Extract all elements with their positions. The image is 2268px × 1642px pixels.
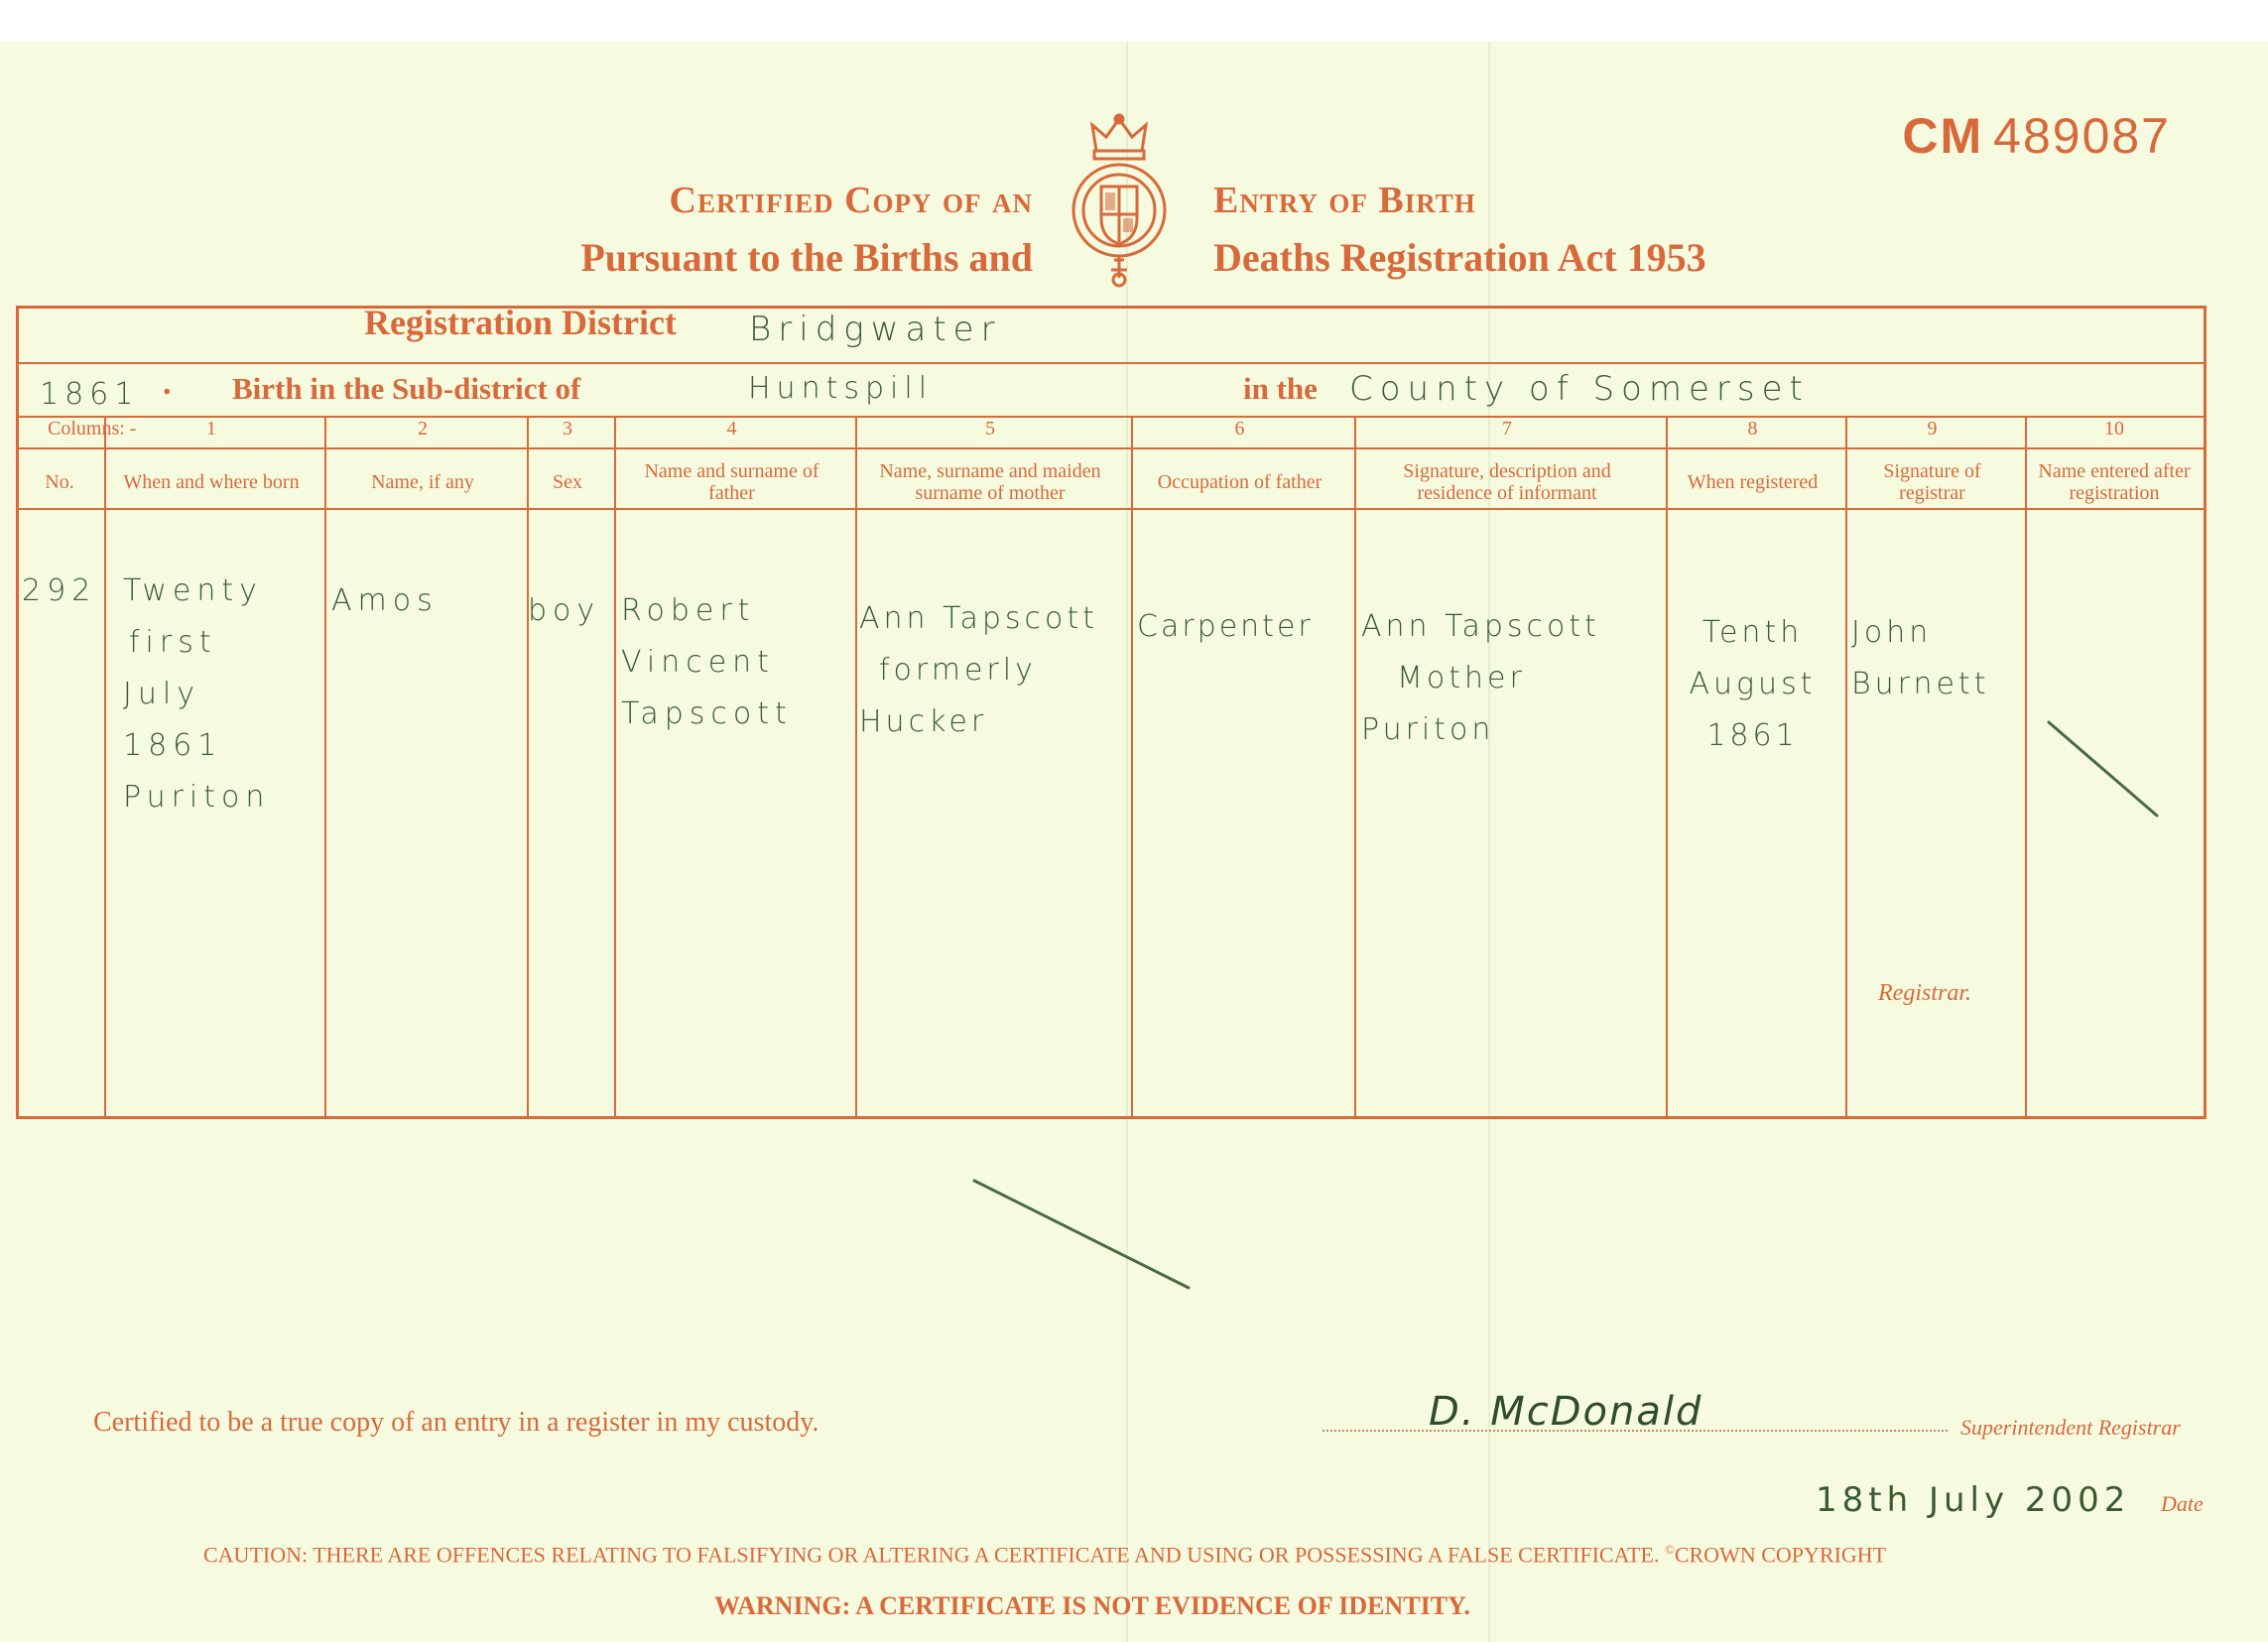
entry-registrar-line: John [1851,615,1933,650]
column-header-informant: Signature, description and residence of informant [1403,460,1611,504]
registration-district-value: Bridgwater [749,310,1002,349]
column-number: 3 [563,418,572,440]
column-divider [104,416,106,1116]
column-header-sex: Sex [553,471,582,493]
column-divider [2025,416,2027,1116]
entry-father-line: Tapscott [621,696,793,731]
column-number: 10 [2104,418,2124,440]
column-divider [855,416,857,1116]
header-entry-of-birth: Entry of Birth [1213,180,1476,221]
entry-informant-line: Ann Tapscott [1361,609,1600,644]
superintendent-signature: D. McDonald [1429,1389,1703,1435]
royal-crest-icon [1065,111,1174,288]
columns-label: Columns: - [48,418,137,440]
row-divider [19,508,2204,510]
column-number: 4 [726,418,737,440]
header-certified-copy: Certified Copy of an [669,180,1033,221]
column-number: 8 [1747,418,1758,440]
serial-prefix: CM [1902,108,1984,164]
column-header-occupation: Occupation of father [1157,471,1323,493]
column-divider [1666,416,1668,1116]
scan-top-margin [0,0,2268,42]
entry-registered-line: Tenth [1701,615,1804,650]
column-header-no: No. [45,471,74,493]
entry-father-line: Robert [621,593,756,628]
column-number: 7 [1502,418,1512,440]
column-number: 2 [418,418,428,440]
column-header-name-after: Name entered after registration [2038,460,2191,504]
entry-registrar-line: Burnett [1851,667,1990,701]
entry-number: 292 [22,573,97,608]
entry-when-where-line: 1861 [123,728,223,763]
serial-number: 489087 [1993,108,2171,164]
caution-notice [203,1542,1886,1568]
column-header-when-registered: When registered [1687,471,1819,493]
column-divider [614,416,616,1116]
in-the-label: in the [1243,371,1318,406]
copyright-symbol: © [1664,1542,1675,1557]
entry-registrar [1851,607,1989,710]
identity-warning: WARNING: A CERTIFICATE IS NOT EVIDENCE OF IDENTITY. [714,1591,1470,1620]
subdistrict-label: Birth in the Sub-district of [232,371,581,406]
date-label: Date [2161,1491,2204,1516]
entry-name: Amos [331,583,439,618]
county-value: County of Somerset [1349,369,1810,409]
entry-year: 1861 [40,377,140,412]
entry-father [621,585,793,740]
year-dot: . [163,365,172,402]
column-header-registrar: Signature of registrar [1883,460,1981,504]
row-divider [19,447,2204,449]
entry-sex: boy [528,593,601,628]
cancel-stroke-blank-space [974,1181,1189,1288]
certificate-date: 18th July 2002 [1816,1480,2131,1520]
subdistrict-value: Huntspill [748,371,934,406]
entry-occupation: Carpenter [1137,609,1314,644]
column-number: 9 [1927,418,1938,440]
certified-statement: Certified to be a true copy of an entry in a register in my custody. [93,1407,819,1438]
entry-when-where-line: Twenty [123,573,263,608]
registrar-label: Registrar. [1878,980,1972,1006]
row-divider [19,362,2204,364]
header-pursuant: Pursuant to the Births and [580,235,1033,280]
column-divider [324,416,326,1116]
entry-informant-line: Mother [1397,661,1526,695]
copyright-text: CROWN COPYRIGHT [1674,1542,1887,1568]
entry-registered-line: 1861 [1706,718,1799,753]
entry-when-where-line: first [129,625,217,660]
registration-district-label: Registration District [364,303,677,342]
header-act: Deaths Registration Act 1953 [1213,235,1706,280]
entry-father-line: Vincent [621,645,775,680]
column-number: 1 [206,418,216,440]
column-number: 6 [1234,418,1245,440]
column-header-name: Name, if any [371,471,474,493]
entry-mother [859,593,1098,748]
column-header-mother: Name, surname and maiden surname of mother [879,460,1101,504]
column-header-father: Name and surname of father [644,460,819,504]
column-divider [1845,416,1847,1116]
certificate-serial [1902,107,2171,165]
entry-informant [1361,601,1600,756]
caution-text: CAUTION: THERE ARE OFFENCES RELATING TO FALSIFYING OR ALTERING A CERTIFICATE AND USING OR POSSESSING A FALSE CERTIFICATE. [203,1542,1660,1568]
entry-when-where [123,566,270,823]
column-header-when-where: When and where born [123,471,300,493]
entry-when-registered [1663,607,1842,762]
entry-when-where-line: Puriton [123,780,271,815]
entry-mother-line: Hucker [859,704,988,739]
column-divider [527,416,529,1116]
entry-mother-line: Ann Tapscott [859,601,1098,636]
superintendent-label: Superintendent Registrar [1960,1415,2181,1440]
entry-informant-line: Puriton [1361,712,1495,747]
entry-mother-line: formerly [879,653,1037,688]
entry-registered-line: August [1689,667,1817,701]
column-number: 5 [985,418,995,440]
column-divider [1131,416,1133,1116]
entry-when-where-line: July [123,677,200,711]
column-divider [1354,416,1356,1116]
